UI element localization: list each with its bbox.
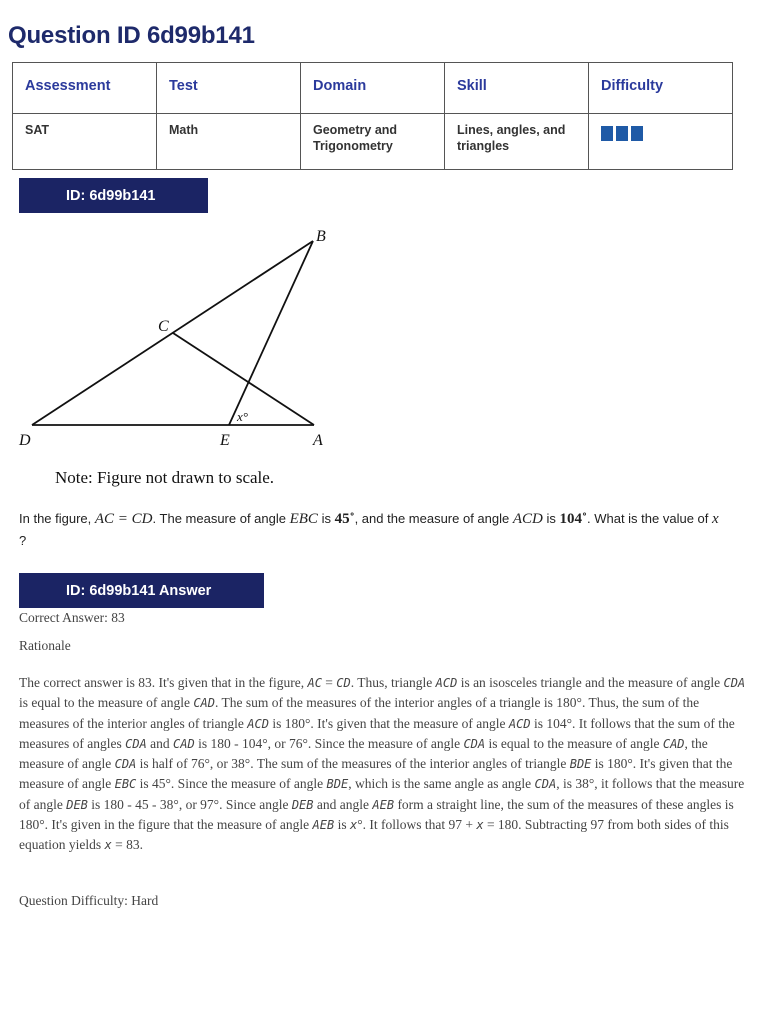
math-expression: EBC xyxy=(289,511,318,527)
rationale-fragment: and xyxy=(146,735,174,751)
label-C: C xyxy=(158,318,169,335)
meta-header-row xyxy=(13,63,733,114)
label-A: A xyxy=(313,432,323,449)
header-domain: Domain xyxy=(301,63,445,114)
question-fragment: , and the measure of angle xyxy=(354,511,513,526)
rationale-fragment: = 180. Subtracting 97 from both sides of this equation yields xyxy=(19,817,729,853)
rationale-fragment: is an isosceles triangle and the measure of angle xyxy=(457,675,724,690)
math-variable: x xyxy=(349,818,358,833)
label-x-angle: x° xyxy=(237,409,248,424)
question-fragment: . The measure of angle xyxy=(152,511,290,526)
figure-note: Note: Figure not drawn to scale. xyxy=(55,468,275,487)
math-variable: CAD xyxy=(173,736,195,751)
value-test: Math xyxy=(157,114,301,170)
header-assessment: Assessment xyxy=(13,63,157,114)
rationale-fragment: . Thus, triangle xyxy=(350,675,436,690)
question-fragment: In the figure, xyxy=(19,511,95,526)
math-variable: ACD xyxy=(435,676,458,690)
question-fragment: . What is the value of xyxy=(586,511,712,526)
rationale-fragment: is xyxy=(334,817,350,833)
math-number: 45˚ xyxy=(334,511,355,527)
label-B: B xyxy=(316,228,326,245)
math-variable: AEB xyxy=(372,797,395,812)
rationale-fragment: is 104°. It follows that the sum of the measures of angles xyxy=(19,715,735,751)
value-assessment: SAT xyxy=(13,114,157,170)
math-variable: ACD xyxy=(247,716,269,731)
math-variable: x xyxy=(476,818,484,833)
rationale-fragment: and angle xyxy=(313,796,373,812)
value-domain: Geometry and Trigonometry xyxy=(301,114,445,170)
difficulty-bars xyxy=(601,126,720,141)
rationale-fragment: = 83. xyxy=(111,837,143,853)
rationale-fragment: is 180 - 45 - 38°, or 97°. Since angle xyxy=(87,796,292,812)
label-D: D xyxy=(19,432,31,449)
header-skill: Skill xyxy=(445,63,589,114)
math-variable: AEB xyxy=(312,818,335,833)
math-variable: CDA xyxy=(114,757,137,772)
rationale-fragment: = xyxy=(321,675,337,690)
math-variable: CDA xyxy=(125,736,147,751)
question-fragment: ? xyxy=(19,533,27,548)
math-variable: CDA xyxy=(463,736,486,751)
math-variable: BDE xyxy=(326,777,349,792)
rationale-text xyxy=(19,673,749,856)
math-variable: CDA xyxy=(534,777,557,792)
rationale-label: Rationale xyxy=(19,638,71,653)
math-variable: ACD xyxy=(508,716,531,731)
math-variable: CAD xyxy=(193,696,216,711)
rationale-fragment: is 180 - 104°, or 76°. Since the measure of angle xyxy=(194,735,464,751)
value-skill: Lines, angles, and triangles xyxy=(445,114,589,170)
rationale-fragment: °. It follows that 97 + xyxy=(357,817,477,833)
value-difficulty xyxy=(589,114,733,170)
rationale-fragment: , is 38°, it follows that the measure of angle xyxy=(19,776,745,812)
rationale-fragment: , the measure of angle xyxy=(19,735,708,772)
math-variable: x xyxy=(104,838,112,853)
question-id-banner: ID: 6d99b141 xyxy=(19,178,208,213)
math-variable: EBC xyxy=(114,777,137,792)
math-expression: ACD xyxy=(512,511,543,527)
header-difficulty: Difficulty xyxy=(589,63,733,114)
question-meta-table xyxy=(12,62,733,170)
math-variable: AC xyxy=(307,676,322,690)
rationale-fragment: form a straight line, the sum of the measures of these angles is 180°. It's given in the figure that the measure of angle xyxy=(19,796,734,833)
question-difficulty: Question Difficulty: Hard xyxy=(19,893,159,908)
rationale-fragment: , which is the same angle as angle xyxy=(348,776,535,792)
rationale-fragment: . The sum of the measures of the interior angles of a triangle is 180°. Thus, the sum of the measures of the interior angles of triangle xyxy=(19,695,700,731)
label-E: E xyxy=(220,432,230,449)
rationale-fragment: is 45°. Since the measure of angle xyxy=(136,776,327,792)
math-variable: BDE xyxy=(569,757,592,772)
difficulty-bar xyxy=(616,126,628,141)
math-expression: x xyxy=(712,511,719,527)
difficulty-bar xyxy=(631,126,643,141)
correct-answer: Correct Answer: 83 xyxy=(19,610,125,625)
answer-id-banner: ID: 6d99b141 Answer xyxy=(19,573,264,608)
difficulty-bar xyxy=(601,126,613,141)
question-text xyxy=(19,508,749,551)
triangle-figure xyxy=(0,222,360,458)
rationale-fragment: is half of 76°, or 38°. The sum of the measures of the interior angles of triangle xyxy=(136,756,570,772)
rationale-fragment: is 180°. It's given that the measure of angle xyxy=(268,715,509,731)
math-expression: AC = CD xyxy=(94,511,153,527)
meta-value-row xyxy=(13,114,733,170)
question-fragment: is xyxy=(317,511,335,526)
math-variable: CDA xyxy=(723,676,746,690)
rationale-fragment: The correct answer is 83. It's given that in the figure, xyxy=(19,675,308,690)
math-variable: CD xyxy=(336,676,351,690)
question-fragment: is xyxy=(542,511,560,526)
math-variable: CAD xyxy=(662,736,685,751)
math-number: 104˚ xyxy=(559,511,587,527)
header-test: Test xyxy=(157,63,301,114)
rationale-fragment: is 180°. It's given that the measure of angle xyxy=(19,756,733,792)
math-variable: DEB xyxy=(66,797,88,812)
math-variable: DEB xyxy=(291,797,314,812)
rationale-fragment: is equal to the measure of angle xyxy=(19,695,194,711)
page-title: Question ID 6d99b141 xyxy=(8,22,255,49)
rationale-fragment: is equal to the measure of angle xyxy=(485,735,663,751)
